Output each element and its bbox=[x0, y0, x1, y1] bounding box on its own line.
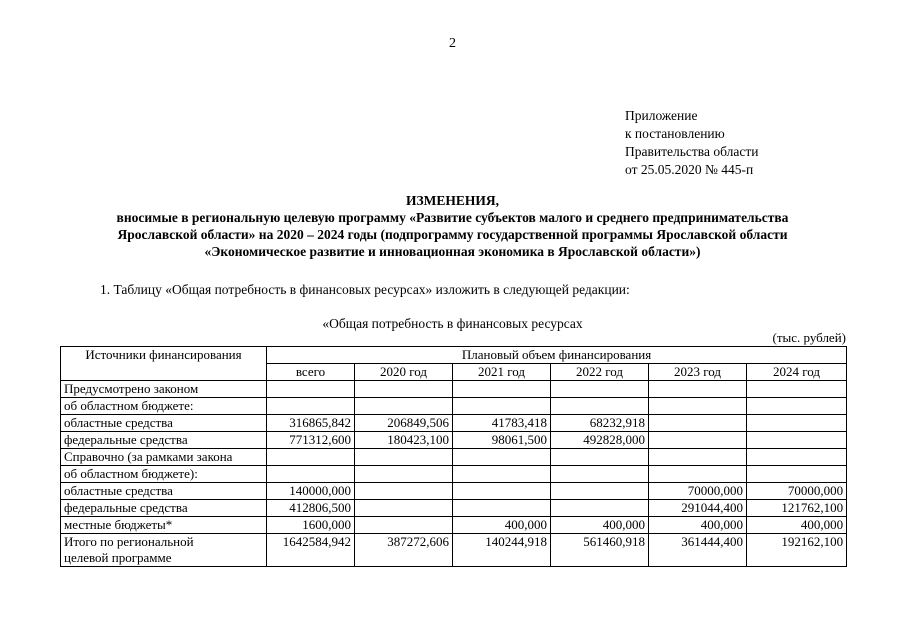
table-cell bbox=[453, 483, 551, 500]
table-row bbox=[61, 483, 847, 500]
table-cell bbox=[649, 432, 747, 449]
table-cell: 68232,918 bbox=[551, 415, 649, 432]
table-cell: 121762,100 bbox=[747, 500, 847, 517]
row-label: об областном бюджете): bbox=[61, 466, 267, 483]
table-cell: 412806,500 bbox=[267, 500, 355, 517]
table-row bbox=[61, 517, 847, 534]
table-cell bbox=[551, 483, 649, 500]
table-cell bbox=[649, 398, 747, 415]
table-cell: 98061,500 bbox=[453, 432, 551, 449]
column-header: всего bbox=[267, 364, 355, 381]
table-cell bbox=[747, 449, 847, 466]
table-row bbox=[61, 500, 847, 517]
table-cell bbox=[453, 466, 551, 483]
table-cell: 400,000 bbox=[747, 517, 847, 534]
table-row bbox=[61, 415, 847, 432]
table-cell bbox=[747, 432, 847, 449]
total-cell: 140244,918 bbox=[453, 534, 551, 567]
row-label: федеральные средства bbox=[61, 500, 267, 517]
table-cell bbox=[551, 466, 649, 483]
table-cell bbox=[355, 466, 453, 483]
header-source: Источники финансирования bbox=[61, 347, 267, 381]
page-number: 2 bbox=[449, 36, 456, 51]
table-cell bbox=[453, 500, 551, 517]
document-heading bbox=[0, 192, 905, 260]
units-label: (тыс. рублей) bbox=[772, 330, 846, 345]
table-cell: 140000,000 bbox=[267, 483, 355, 500]
total-label bbox=[61, 534, 267, 567]
row-label: Предусмотрено законом bbox=[61, 381, 267, 398]
table-cell bbox=[355, 517, 453, 534]
table-cell bbox=[267, 449, 355, 466]
table-body bbox=[61, 381, 847, 534]
row-label: областные средства bbox=[61, 415, 267, 432]
table-cell: 180423,100 bbox=[355, 432, 453, 449]
table-cell bbox=[267, 381, 355, 398]
table-row bbox=[61, 449, 847, 466]
table-title: «Общая потребность в финансовых ресурсах bbox=[322, 316, 583, 331]
heading-line: Ярославской области» на 2020 – 2024 годы (подпрограмму государственной программы Ярославской области bbox=[117, 227, 788, 242]
table-cell: 400,000 bbox=[649, 517, 747, 534]
row-label: местные бюджеты* bbox=[61, 517, 267, 534]
table-cell bbox=[355, 398, 453, 415]
table-cell bbox=[747, 415, 847, 432]
appendix-line: Приложение bbox=[625, 108, 698, 123]
table-cell: 70000,000 bbox=[649, 483, 747, 500]
table-cell bbox=[649, 466, 747, 483]
table-cell: 206849,506 bbox=[355, 415, 453, 432]
row-label: областные средства bbox=[61, 483, 267, 500]
table-row bbox=[61, 381, 847, 398]
table-cell bbox=[453, 398, 551, 415]
instruction-text: 1. Таблицу «Общая потребность в финансовых ресурсах» изложить в следующей редакции: bbox=[100, 282, 630, 297]
table-row bbox=[61, 432, 847, 449]
table-cell bbox=[453, 381, 551, 398]
table-cell bbox=[355, 449, 453, 466]
row-label: федеральные средства bbox=[61, 432, 267, 449]
table-cell bbox=[551, 500, 649, 517]
column-header: 2021 год bbox=[453, 364, 551, 381]
column-header: 2024 год bbox=[747, 364, 847, 381]
table-total-row bbox=[61, 534, 847, 567]
table-cell bbox=[551, 449, 649, 466]
table-cell: 771312,600 bbox=[267, 432, 355, 449]
total-cell: 361444,400 bbox=[649, 534, 747, 567]
table-cell bbox=[267, 398, 355, 415]
table-cell bbox=[267, 466, 355, 483]
row-label: Справочно (за рамками закона bbox=[61, 449, 267, 466]
table-cell bbox=[747, 381, 847, 398]
heading-line: «Экономическое развитие и инновационная экономика в Ярославской области») bbox=[204, 244, 701, 259]
heading-line: вносимые в региональную целевую программу «Развитие субъектов малого и среднего предпринимательства bbox=[116, 210, 789, 225]
total-cell: 561460,918 bbox=[551, 534, 649, 567]
financing-table bbox=[60, 346, 847, 567]
table-cell bbox=[355, 483, 453, 500]
table-cell: 400,000 bbox=[453, 517, 551, 534]
column-header: 2020 год bbox=[355, 364, 453, 381]
table-header-row bbox=[61, 347, 847, 364]
table-cell bbox=[747, 398, 847, 415]
table-row bbox=[61, 398, 847, 415]
table-cell bbox=[551, 381, 649, 398]
table-cell bbox=[649, 381, 747, 398]
table-cell bbox=[355, 500, 453, 517]
table-cell bbox=[649, 449, 747, 466]
appendix-line: к постановлению bbox=[625, 126, 725, 141]
total-cell: 192162,100 bbox=[747, 534, 847, 567]
table-cell: 291044,400 bbox=[649, 500, 747, 517]
table-cell bbox=[649, 415, 747, 432]
table-cell bbox=[355, 381, 453, 398]
header-plan: Плановый объем финансирования bbox=[267, 347, 847, 364]
row-label: об областном бюджете: bbox=[61, 398, 267, 415]
table-cell: 1600,000 bbox=[267, 517, 355, 534]
table-cell: 400,000 bbox=[551, 517, 649, 534]
table-cell bbox=[551, 398, 649, 415]
total-cell: 387272,606 bbox=[355, 534, 453, 567]
table-cell: 70000,000 bbox=[747, 483, 847, 500]
table-row bbox=[61, 466, 847, 483]
table-cell: 316865,842 bbox=[267, 415, 355, 432]
heading-title: ИЗМЕНЕНИЯ, bbox=[405, 193, 499, 208]
table-cell bbox=[747, 466, 847, 483]
column-header: 2022 год bbox=[551, 364, 649, 381]
appendix-block bbox=[625, 107, 758, 179]
appendix-line: Правительства области bbox=[625, 144, 759, 159]
appendix-line: от 25.05.2020 № 445-п bbox=[625, 162, 754, 177]
total-label-line: Итого по региональной bbox=[64, 534, 194, 549]
column-header: 2023 год bbox=[649, 364, 747, 381]
total-label-line: целевой программе bbox=[64, 550, 172, 565]
table-cell bbox=[453, 449, 551, 466]
table-cell: 492828,000 bbox=[551, 432, 649, 449]
total-cell: 1642584,942 bbox=[267, 534, 355, 567]
table-cell: 41783,418 bbox=[453, 415, 551, 432]
